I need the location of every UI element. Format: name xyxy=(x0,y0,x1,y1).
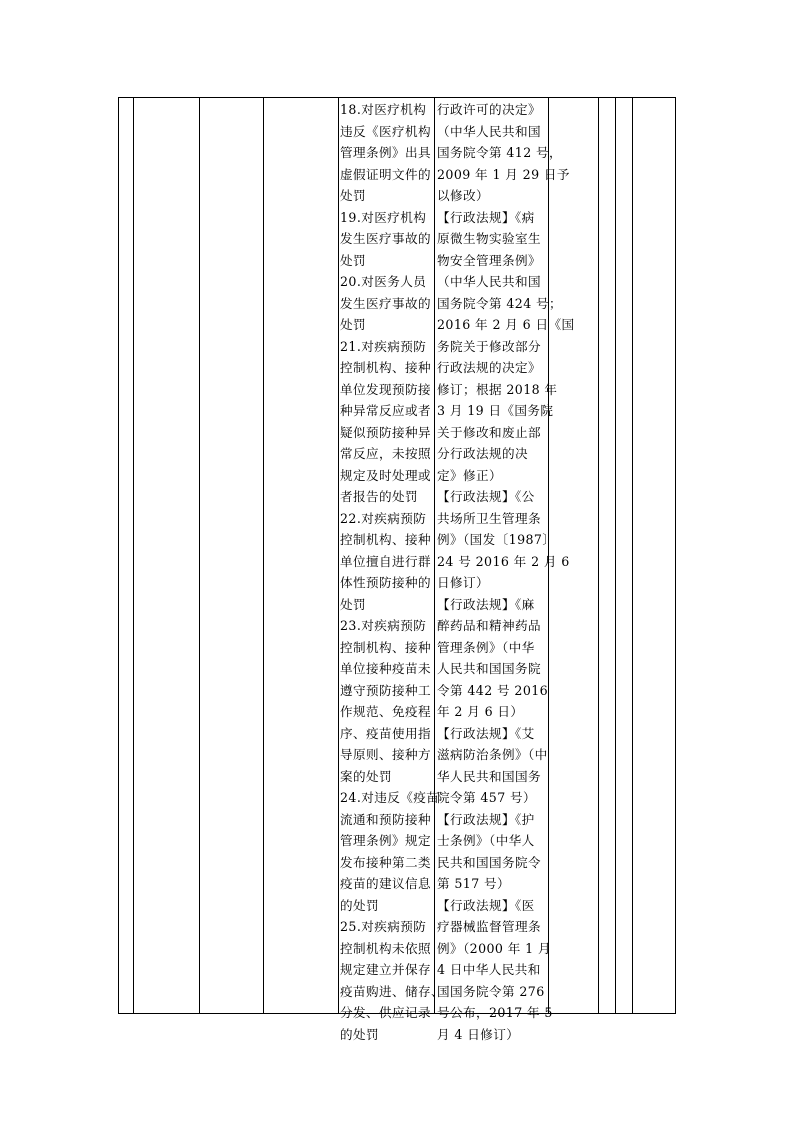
penalty-item-line: 管理条例》规定 xyxy=(340,833,431,848)
penalty-item-line: 控制机构、接种 xyxy=(340,360,431,375)
column-divider xyxy=(133,97,134,1014)
penalty-item-line: 发布接种第二类 xyxy=(340,854,431,870)
penalty-item-line: 规定及时处理或 xyxy=(340,467,431,483)
legal-basis-line: 共场所卫生管理条 xyxy=(437,510,541,526)
penalty-item-line: 疫苗购进、储存、 xyxy=(340,983,444,999)
legal-basis-line: 国务院令第 412 号， xyxy=(437,145,563,160)
penalty-item-line: 遵守预防接种工 xyxy=(340,682,431,698)
legal-basis-line: 3 月 19 日《国务院 xyxy=(437,403,554,418)
legal-basis-line: 【行政法规】《艾 xyxy=(437,725,535,741)
penalty-item-line: 管理条例》出具 xyxy=(340,145,431,160)
penalty-item-line: 20.对医务人员 xyxy=(340,274,427,289)
legal-basis-line: 月 4 日修订） xyxy=(437,1026,520,1042)
penalty-item-line: 22.对疾病预防 xyxy=(340,510,427,526)
legal-basis-line: 疗器械监督管理条 xyxy=(437,919,541,934)
penalty-item-line: 24.对违反《疫苗 xyxy=(340,790,440,805)
table-top-border xyxy=(118,97,675,98)
penalty-item-line: 19.对医疗机构 xyxy=(340,209,427,225)
legal-basis-line: 4 日中华人民共和 xyxy=(437,962,541,977)
legal-basis-line: 滋病防治条例》（中 xyxy=(437,747,548,762)
legal-basis-line: 号公布，2017 年 5 xyxy=(437,1005,553,1020)
legal-basis-line: 务院关于修改部分 xyxy=(437,338,541,354)
column-divider xyxy=(434,97,435,1014)
penalty-item-line: 疫苗的建议信息 xyxy=(340,876,431,891)
penalty-item-line: 23.对疾病预防 xyxy=(340,618,427,633)
penalty-item-line: 处罚 xyxy=(340,188,366,203)
legal-basis-line: 人民共和国国务院 xyxy=(437,661,541,676)
legal-basis-line: 定》修正） xyxy=(437,467,502,483)
penalty-item-line: 种异常反应或者 xyxy=(340,403,431,418)
legal-basis-line: （中华人民共和国 xyxy=(437,123,541,139)
penalty-item-line: 流通和预防接种 xyxy=(340,811,431,827)
column-divider xyxy=(632,97,633,1014)
penalty-item-line: 单位接种疫苗未 xyxy=(340,661,431,676)
column-divider xyxy=(199,97,200,1014)
legal-basis-line: 民共和国国务院令 xyxy=(437,854,541,870)
penalty-item-line: 18.对医疗机构 xyxy=(340,102,427,117)
legal-basis-line: 国务院令第 424 号； xyxy=(437,295,563,311)
penalty-item-line: 单位发现预防接 xyxy=(340,381,431,397)
penalty-item-line: 控制机构、接种 xyxy=(340,532,431,547)
column-divider xyxy=(118,97,119,1014)
penalty-item-line: 疑似预防接种异 xyxy=(340,424,431,440)
legal-basis-line: （中华人民共和国 xyxy=(437,274,541,289)
penalty-item-line: 导原则、接种方 xyxy=(340,747,431,762)
penalty-items-cell xyxy=(340,99,444,1045)
legal-basis-line: 【行政法规】《护 xyxy=(437,811,535,827)
legal-basis-line: 分行政法规的决 xyxy=(437,446,528,461)
penalty-item-line: 常反应，未按照 xyxy=(340,446,431,461)
penalty-item-line: 控制机构、接种 xyxy=(340,639,431,655)
legal-basis-line: 原微生物实验室生 xyxy=(437,231,541,246)
penalty-item-line: 处罚 xyxy=(340,317,366,332)
legal-basis-line: 日修订） xyxy=(437,575,489,590)
legal-basis-line: 修订；根据 2018 年 xyxy=(437,381,558,397)
legal-basis-line: 年 2 月 6 日） xyxy=(437,704,524,719)
penalty-item-line: 的处罚 xyxy=(340,897,379,913)
penalty-item-line: 25.对疾病预防 xyxy=(340,919,427,934)
penalty-item-line: 的处罚 xyxy=(340,1026,379,1042)
penalty-item-line: 控制机构未依照 xyxy=(340,940,431,956)
legal-basis-line: 24 号 2016 年 2 月 6 xyxy=(437,553,570,569)
penalty-item-line: 序、疫苗使用指 xyxy=(340,725,431,741)
legal-basis-line: 华人民共和国国务 xyxy=(437,768,541,784)
legal-basis-line: 【行政法规】《医 xyxy=(437,897,535,913)
legal-basis-line: 国国务院令第 276 xyxy=(437,983,545,999)
legal-basis-line: 2009 年 1 月 29 日予 xyxy=(437,166,570,182)
legal-basis-cell xyxy=(437,99,575,1045)
penalty-item-line: 作规范、免疫程 xyxy=(340,704,431,719)
legal-basis-line: 第 517 号） xyxy=(437,876,511,891)
penalty-item-line: 发生医疗事故的 xyxy=(340,231,431,246)
legal-basis-line: 例》（国发〔1987〕 xyxy=(437,532,556,547)
penalty-item-line: 虚假证明文件的 xyxy=(340,166,431,182)
penalty-item-line: 21.对疾病预防 xyxy=(340,338,427,354)
legal-basis-line: 以修改） xyxy=(437,188,489,203)
legal-basis-line: 关于修改和废止部 xyxy=(437,424,541,440)
legal-basis-line: 行政法规的决定》 xyxy=(437,360,541,375)
legal-basis-line: 行政许可的决定》 xyxy=(437,102,541,117)
legal-basis-line: 院令第 457 号） xyxy=(437,790,537,805)
legal-basis-line: 醉药品和精神药品 xyxy=(437,618,541,633)
column-divider xyxy=(263,97,264,1014)
penalty-item-line: 者报告的处罚 xyxy=(340,489,418,504)
legal-basis-line: 【行政法规】《麻 xyxy=(437,596,535,612)
penalty-item-line: 处罚 xyxy=(340,596,366,612)
column-divider xyxy=(615,97,616,1014)
legal-basis-line: 【行政法规】《公 xyxy=(437,489,535,504)
legal-basis-line: 【行政法规】《病 xyxy=(437,209,535,225)
legal-basis-line: 令第 442 号 2016 xyxy=(437,682,549,698)
penalty-item-line: 处罚 xyxy=(340,252,366,268)
penalty-item-line: 单位擅自进行群 xyxy=(340,553,431,569)
column-divider xyxy=(598,97,599,1014)
column-divider xyxy=(675,97,676,1014)
legal-basis-line: 例》（2000 年 1 月 xyxy=(437,940,551,956)
legal-basis-line: 管理条例》（中华 xyxy=(437,639,535,655)
column-divider xyxy=(338,97,339,1014)
penalty-item-line: 发生医疗事故的 xyxy=(340,295,431,311)
penalty-item-line: 分发、供应记录 xyxy=(340,1005,431,1020)
legal-basis-line: 2016 年 2 月 6 日《国 xyxy=(437,317,575,332)
penalty-item-line: 违反《医疗机构 xyxy=(340,123,431,139)
legal-basis-line: 物安全管理条例》 xyxy=(437,252,541,268)
penalty-item-line: 案的处罚 xyxy=(340,768,392,784)
penalty-item-line: 规定建立并保存 xyxy=(340,962,431,977)
legal-basis-line: 士条例》（中华人 xyxy=(437,833,535,848)
penalty-item-line: 体性预防接种的 xyxy=(340,575,431,590)
